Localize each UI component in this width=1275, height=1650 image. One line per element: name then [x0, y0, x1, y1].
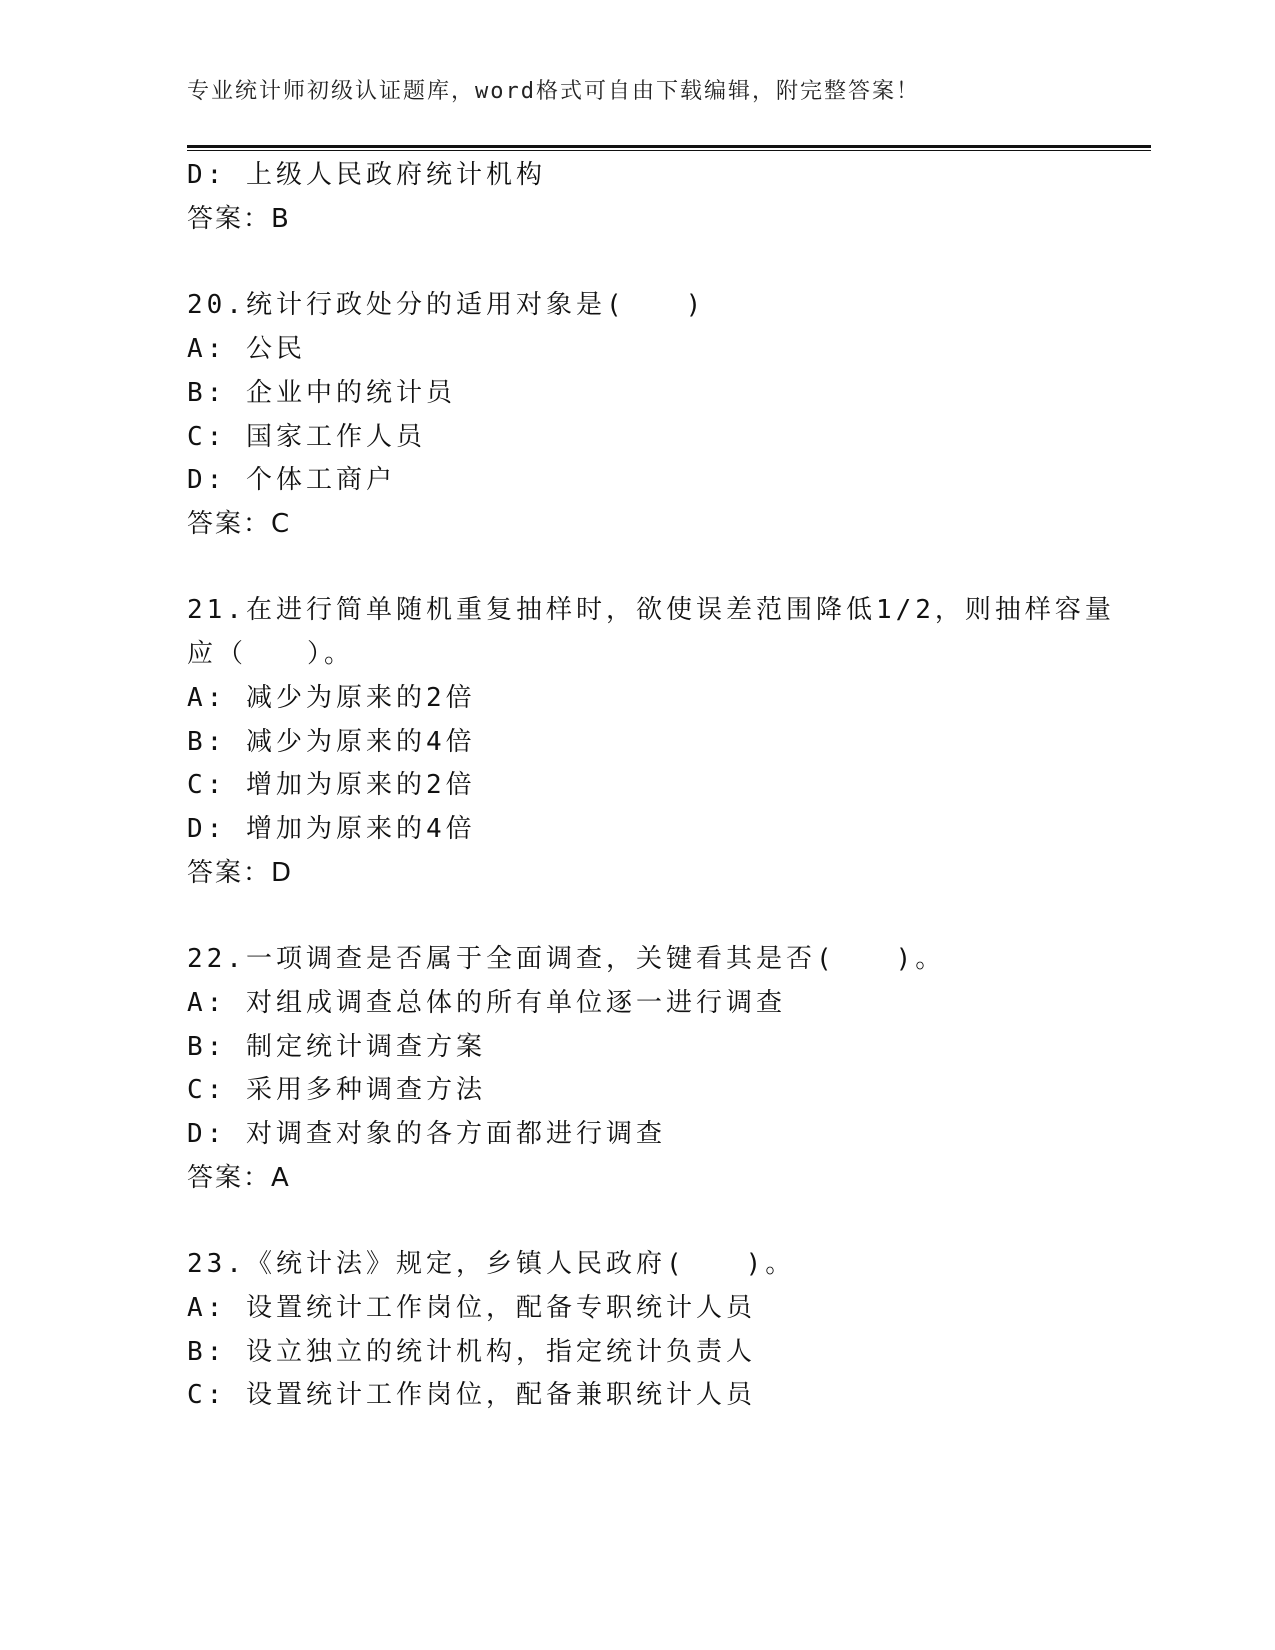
answer-text: 答案：C: [187, 509, 292, 539]
header-rule-thick: [187, 145, 1151, 148]
question-stem: 22.一项调查是否属于全面调查，关键看其是否( )。: [187, 944, 946, 974]
option-text: A: 减少为原来的2倍: [187, 683, 476, 713]
option-text: A: 公民: [187, 334, 306, 364]
option-text: C: 采用多种调查方法: [187, 1075, 486, 1105]
question-stem: 20.统计行政处分的适用对象是( ): [187, 290, 706, 320]
question-stem: 23.《统计法》规定，乡镇人民政府( )。: [187, 1249, 796, 1279]
page-header: 专业统计师初级认证题库，word格式可自由下载编辑，附完整答案！: [187, 79, 920, 104]
option-text: B: 设立独立的统计机构，指定统计负责人: [187, 1337, 756, 1367]
option-text: D: 个体工商户: [187, 465, 396, 495]
header-rule-thin: [187, 150, 1151, 151]
option-text: D: 增加为原来的4倍: [187, 814, 476, 844]
answer-text: 答案：A: [187, 1163, 291, 1193]
answer-text: 答案：B: [187, 204, 291, 234]
option-text: B: 制定统计调查方案: [187, 1032, 486, 1062]
answer-text: 答案：D: [187, 858, 294, 888]
option-text: C: 增加为原来的2倍: [187, 770, 476, 800]
option-text: C: 国家工作人员: [187, 422, 426, 452]
option-text: A: 设置统计工作岗位，配备专职统计人员: [187, 1293, 756, 1323]
option-text: A: 对组成调查总体的所有单位逐一进行调查: [187, 988, 786, 1018]
question-stem: 21.在进行简单随机重复抽样时，欲使误差范围降低1/2，则抽样容量: [187, 595, 1115, 625]
option-text: B: 减少为原来的4倍: [187, 727, 476, 757]
option-text: C: 设置统计工作岗位，配备兼职统计人员: [187, 1380, 756, 1410]
option-text: B: 企业中的统计员: [187, 378, 456, 408]
question-stem-continuation: 应（ ）。: [187, 639, 355, 669]
option-text: D: 对调查对象的各方面都进行调查: [187, 1119, 666, 1149]
option-text: D: 上级人民政府统计机构: [187, 160, 546, 190]
